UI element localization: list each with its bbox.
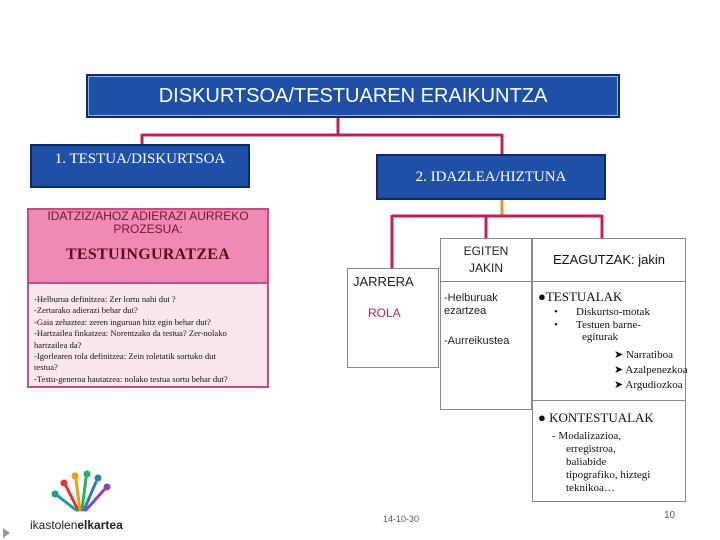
kontestualak-line: erregistroa,: [566, 443, 616, 455]
prozesua-item: -Helburua definitzea: Zer lortu nahi dut ?: [34, 294, 176, 304]
subtype-label: Argudiozkoa: [625, 379, 683, 391]
footer-date: 14-10-30: [383, 514, 420, 524]
prozesua-item: -Testu-generoa hautatzea: nolako testua sortu behar dut?: [34, 373, 228, 384]
list-item: [614, 363, 688, 378]
corner-arrow-icon: [3, 528, 10, 538]
prozesua-item: -Hartzailea finkatzea: Norentzako da testua? Zer-nolako: [34, 328, 227, 339]
kontestualak-line: tipografiko, hiztegi: [566, 469, 651, 481]
branch2-box: 2. IDAZLEA/HIZTUNA: [376, 154, 606, 200]
egiten-heading-line2: JAKIN: [468, 261, 503, 275]
logo-text: [30, 518, 123, 532]
egiten-heading-line1: EGITEN: [463, 244, 509, 258]
aurreikustea-text: -Aurreikustea: [444, 335, 510, 347]
rola-label: ROLA: [368, 306, 401, 320]
kontestualak-line: teknikoa…: [566, 482, 615, 494]
page-number: 10: [664, 510, 676, 521]
egiten-divider: [440, 281, 532, 282]
testualak-label: TESTUALAK: [545, 289, 623, 304]
helburuak-line2: ezartzea: [444, 305, 487, 317]
list-item: [554, 319, 682, 344]
kontestualak-line: baliabide: [566, 456, 607, 468]
ezagutzak-heading: EZAGUTZAK: jakin: [553, 252, 665, 267]
kontestualak-text: [552, 430, 684, 495]
bullet-icon: •: [554, 306, 558, 318]
prozesua-item: -Igorlearen rola definitzea: Zein roletatik sortuko dut: [34, 351, 216, 362]
arrowhead-right-icon: ➤: [614, 379, 626, 391]
list-item: [614, 348, 688, 363]
logo-text-part1: ikastolen: [30, 518, 78, 532]
logo-text-part2: elkartea: [77, 518, 123, 532]
list-item: [614, 378, 688, 393]
bullet-icon: ●: [538, 410, 550, 425]
prozesua-main-label: TESTUINGURATZEA: [65, 246, 231, 263]
subtype-label: Azalpenezkoa: [625, 364, 688, 376]
arrowhead-right-icon: ➤: [614, 364, 626, 376]
branch1-box: 1. TESTUA/DISKURTSOA: [30, 144, 250, 188]
bullet-icon: ●: [538, 289, 546, 304]
jarrera-label: JARRERA: [353, 274, 414, 289]
arrowhead-right-icon: ➤: [614, 349, 626, 361]
testualak-heading: [538, 289, 622, 305]
list-item: [554, 306, 682, 319]
kontestualak-heading: [538, 410, 654, 426]
testuen-line2: egiturak: [582, 331, 619, 343]
bullet-icon: •: [554, 318, 558, 331]
testualak-list: [554, 306, 682, 344]
helburuak-text: [444, 292, 530, 318]
testuen-line1: Testuen barne-: [576, 318, 641, 331]
prozesua-item: -Gaia zehaztea: zeren inguruan hitz egin behar dut?: [34, 316, 211, 327]
kontestualak-label: KONTESTUALAK: [549, 410, 654, 425]
diskurtso-motak-label: Diskurtso-motak: [576, 306, 650, 318]
helburuak-line1: -Helburuak: [444, 292, 498, 304]
subtype-list: [614, 348, 688, 393]
prozesua-item: testua?: [34, 362, 58, 373]
egiten-jakin-heading: [440, 243, 532, 277]
ezagutzak-divider: [532, 281, 686, 282]
prozesua-item: -Zertarako adierazi behar dut?: [34, 305, 138, 316]
subtype-label: Narratiboa: [625, 349, 673, 361]
prozesua-items-box: [27, 282, 269, 388]
diagram-title: DISKURTSOA/TESTUAREN ERAIKUNTZA: [86, 74, 620, 118]
prozesua-item: hartzailea da?: [34, 339, 82, 350]
prozesua-heading: IDATZIZ/AHOZ ADIERAZI AURREKO PROZESUA:: [47, 209, 249, 236]
kontestualak-line: - Modalizazioa,: [552, 430, 622, 442]
